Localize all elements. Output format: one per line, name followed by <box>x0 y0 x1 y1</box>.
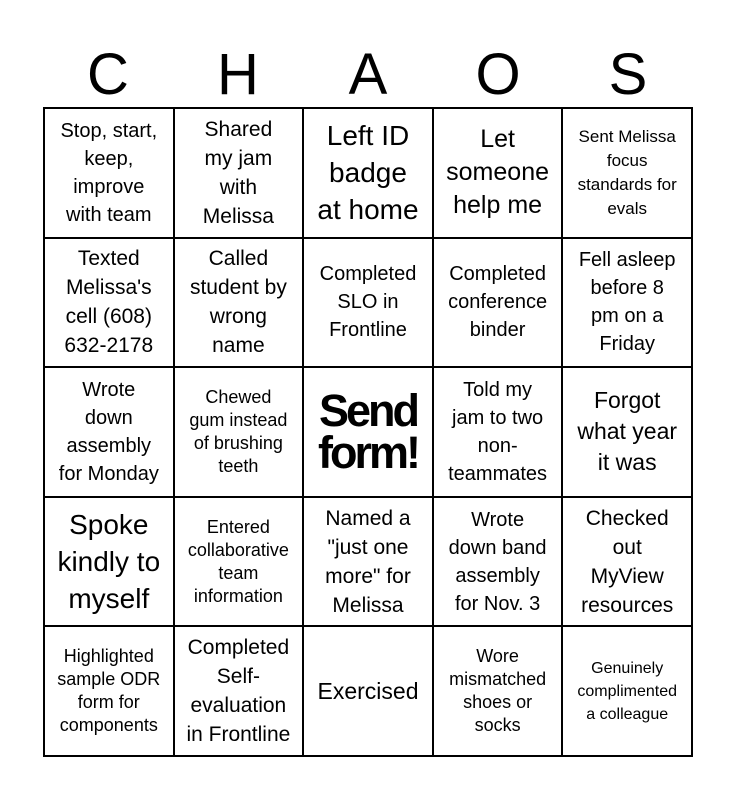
bingo-cell-r3-c2[interactable] <box>175 368 305 498</box>
bingo-cell-r1-c3[interactable] <box>304 109 434 239</box>
header-letter-o: O <box>475 42 521 107</box>
cell-label: Called student by wrong name <box>189 247 287 358</box>
cell-label: Texted Melissa's cell (608) 632-2178 <box>64 247 154 358</box>
cell-label: Left ID badge at home <box>317 120 419 226</box>
bingo-cell-r2-c3[interactable] <box>304 239 434 369</box>
cell-label: Exercised <box>317 677 419 704</box>
bingo-cell-r1-c2[interactable] <box>175 109 305 239</box>
bingo-cell-r4-c5[interactable] <box>563 498 693 628</box>
bingo-cell-r2-c2[interactable] <box>175 239 305 369</box>
header-letter-a: A <box>348 42 388 107</box>
cell-label: Spoke kindly to myself <box>57 509 161 615</box>
bingo-cell-r4-c2[interactable] <box>175 498 305 628</box>
cell-label: Completed SLO in Frontline <box>319 263 417 342</box>
cell-label: Fell asleep before 8 pm on a Friday <box>578 249 676 356</box>
cell-label: Named a "just one more" for Melissa <box>325 506 411 617</box>
cell-label: Told my jam to two non- teammates <box>448 378 548 485</box>
cell-label: Wrote down band assembly for Nov. 3 <box>448 508 547 615</box>
cell-label: Completed Self- evaluation in Frontline <box>186 636 291 747</box>
bingo-cell-r2-c1[interactable] <box>45 239 175 369</box>
cell-label: Stop, start, keep, improve with team <box>60 119 158 226</box>
free-space-label: Send form! <box>318 384 418 478</box>
cell-label: Completed conference binder <box>448 263 548 342</box>
cell-label: Chewed gum instead of brushing teeth <box>189 386 288 476</box>
bingo-cell-r2-c4[interactable] <box>434 239 564 369</box>
cell-label: Genuinely complimented a colleague <box>577 659 677 723</box>
cell-label: Wrote down assembly for Monday <box>58 378 159 485</box>
bingo-cell-r3-c1[interactable] <box>45 368 175 498</box>
cell-label: Entered collaborative team information <box>187 516 289 606</box>
bingo-cell-r4-c3[interactable] <box>304 498 434 628</box>
bingo-cell-r1-c5[interactable] <box>563 109 693 239</box>
cell-label: Forgot what year it was <box>577 387 678 476</box>
header-letter-h: H <box>217 42 259 107</box>
cell-label: Wore mismatched shoes or socks <box>449 646 547 736</box>
bingo-cell-r5-c5[interactable] <box>563 627 693 757</box>
bingo-cell-r5-c2[interactable] <box>175 627 305 757</box>
bingo-cell-r5-c4[interactable] <box>434 627 564 757</box>
bingo-header <box>43 42 693 108</box>
bingo-cell-r3-c4[interactable] <box>434 368 564 498</box>
bingo-cell-r1-c1[interactable] <box>45 109 175 239</box>
bingo-cell-r5-c1[interactable] <box>45 627 175 757</box>
cell-label: Let someone help me <box>446 125 550 220</box>
bingo-cell-free-space[interactable] <box>304 368 434 498</box>
bingo-cell-r1-c4[interactable] <box>434 109 564 239</box>
bingo-cell-r4-c1[interactable] <box>45 498 175 628</box>
bingo-cell-r5-c3[interactable] <box>304 627 434 757</box>
header-letter-s: S <box>608 42 648 107</box>
bingo-cell-r3-c5[interactable] <box>563 368 693 498</box>
cell-label: Checked out MyView resources <box>581 506 674 617</box>
cell-label: Highlighted sample ODR form for components <box>57 646 161 736</box>
bingo-board <box>43 107 693 757</box>
header-letter-c: C <box>87 42 129 107</box>
bingo-cell-r2-c5[interactable] <box>563 239 693 369</box>
cell-label: Shared my jam with Melissa <box>202 117 274 228</box>
cell-label: Sent Melissa focus standards for evals <box>577 126 677 218</box>
bingo-cell-r4-c4[interactable] <box>434 498 564 628</box>
